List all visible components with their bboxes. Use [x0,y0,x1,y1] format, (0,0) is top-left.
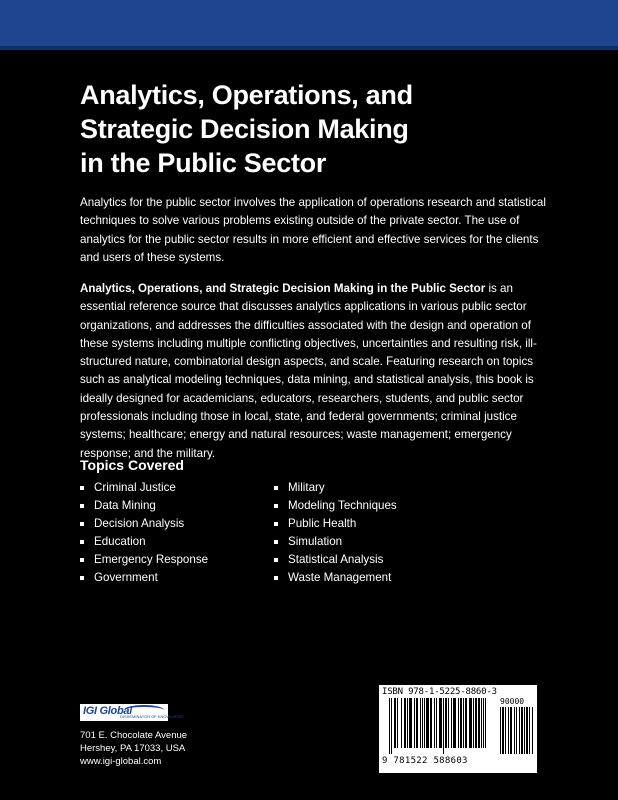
barcode-bar [500,707,501,754]
top-color-band [0,0,618,46]
barcode-bar [516,707,517,754]
barcode-bar [519,707,520,754]
publisher-website: www.igi-global.com [80,756,162,767]
barcode-ean-digits: 9 781522 588603 [382,756,468,766]
topic-item: Military [274,479,397,497]
topic-item: Simulation [274,533,397,551]
barcode-bar [526,707,528,754]
description-paragraph-2 [80,280,550,463]
barcode-bar [485,698,486,748]
logo-tagline: DISSEMINATOR OF KNOWLEDGE [120,714,184,719]
topic-item: Modeling Techniques [274,497,397,515]
barcode-bar [508,707,509,754]
barcode-bar [510,707,512,754]
barcode-bar [445,698,447,748]
barcode-bar [409,698,412,748]
barcode-bar [473,698,474,748]
paragraph-2-bold-title: Analytics, Operations, and Strategic Decision Making in the Public Sector [80,282,486,295]
barcode-bar [430,698,432,748]
barcode-bar [460,698,462,748]
barcode-bar [389,698,390,754]
barcode-bar [424,698,425,748]
description-paragraph-1: Analytics for the public sector involves the application of operations research and statistical techniques to solve various problems existing outside of the private sector. The use of analytics for the public sector results in more efficient and effective services for the clients and users of these systems. [80,196,546,264]
top-band-shadow [0,46,618,50]
book-title [80,78,560,180]
barcode-bar [478,698,480,748]
barcode-bar [475,698,477,748]
barcode-bar [532,707,533,754]
logo-text: IGI Global [83,705,132,717]
barcode-bar [426,698,429,748]
barcode-bar [505,707,506,754]
topic-item: Decision Analysis [80,515,208,533]
title-line-1: Analytics, Operations, and [80,80,413,110]
topics-list-left [80,479,208,588]
barcode-bar [436,698,437,748]
barcode-bar [394,698,396,748]
topic-item: Statistical Analysis [274,551,397,569]
barcode-bars-icon [389,698,495,754]
topic-item: Public Health [274,515,397,533]
barcode-bar [453,698,456,748]
barcode-bar [458,698,459,748]
publisher-address [80,729,187,768]
barcode-bar [401,698,402,748]
barcode-bar [391,698,392,754]
barcode-bar [521,707,523,754]
barcode-bar [422,698,423,748]
barcode-bar [451,698,452,748]
barcode-bar [529,707,530,754]
barcode-bar [439,698,442,748]
barcode-bar [404,698,406,748]
title-line-2: Strategic Decision Making [80,114,409,144]
barcode-bar [465,698,467,748]
barcode-bar [434,698,435,748]
barcode-bar [469,698,472,748]
igi-global-logo [80,704,184,721]
barcode-bar [514,707,515,754]
topic-item: Emergency Response [80,551,208,569]
barcode-bar [502,707,504,754]
title-line-3: in the Public Sector [80,148,327,178]
barcode-bar [407,698,408,748]
topics-heading: Topics Covered [80,457,184,473]
barcode-bar [463,698,464,748]
topic-item: Data Mining [80,497,208,515]
isbn-barcode [379,685,537,773]
barcode-bar [524,707,525,754]
barcode-bar [443,698,444,754]
address-line-1: 701 E. Chocolate Avenue [80,730,188,741]
barcode-bar [481,698,482,748]
barcode-addon-digits: 90000 [500,697,525,706]
topic-item: Government [80,569,208,587]
paragraph-2-text: is an essential reference source that discusses analytics applications in various public sector organizations, and addresses the difficulties associated with the design and operation of these systems including multiple conflicting objectives, uncertainties and resulting risk, ill-structured nature, combinatorial design aspects, and scale. Featuring research on topics such as analytical modeling techniques, data mining, and statistical analysis, this book is ideally designed for academicians, educators, researchers, students, and public sector professionals including those in local, state, and federal governments; criminal justice systems; healthcare; energy and natural resources; waste management; emergency response; and the military. [80,282,537,460]
barcode-bar [483,698,484,748]
barcode-bar [448,698,449,748]
barcode-bar [420,698,421,748]
topic-item: Criminal Justice [80,479,208,497]
barcode-addon-bars-icon [500,707,534,754]
topics-list-right [274,479,397,588]
isbn-text: ISBN 978-1-5225-8860-3 [382,687,497,697]
barcode-bar [416,698,418,748]
topic-item: Education [80,533,208,551]
topic-item: Waste Management [274,569,397,587]
barcode-bar [397,698,398,748]
address-line-2: Hershey, PA 17033, USA [80,743,186,754]
barcode-bar [414,698,415,748]
